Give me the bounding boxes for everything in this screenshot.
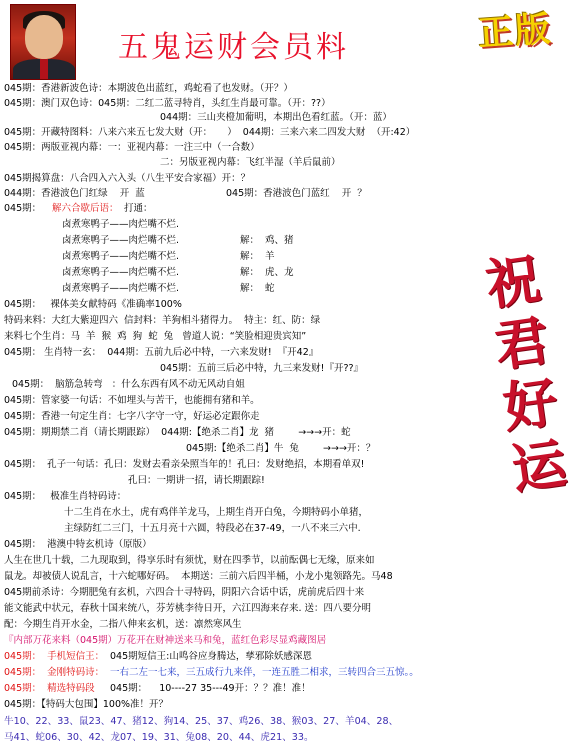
text-line: 044期：香港波色门红绿 开 蓝 xyxy=(4,188,145,199)
text-line: 045期前杀诗：今期肥兔有玄机，六四合十寻特码，阴阳六合话中话，虎前虎后四十来 xyxy=(4,587,365,598)
text-line: 045期：五前三后必中特，九三来发财!『开??』 xyxy=(160,363,364,374)
text-line: 045期：香港一句定生肖：七字八字守一守，好运必定跟你走 xyxy=(4,411,260,422)
text-line: 卤煮寒鸭子——肉烂嘴不烂. xyxy=(62,251,180,262)
text-line: 045期：期期禁二肖（请长期跟踪） 044期:【绝杀二肖】龙 猪 →→→开：蛇 xyxy=(4,427,351,438)
number-list: 牛10、22、33、鼠23、47、猪12、狗14、25、37、鸡26、38、猴03、27、羊04、28、 xyxy=(4,716,399,727)
good-luck-banner: 祝 君 好 运 xyxy=(481,246,571,502)
text-line: 045期： xyxy=(4,203,42,214)
text-line: 十二生肖在水土，虎有鸡伴羊龙马，上期生肖开白兔，今期特码小单猪， xyxy=(64,507,369,518)
text-line: 045期： 极准生肖特码诗： xyxy=(4,491,127,502)
genuine-badge: 正版 xyxy=(476,9,554,55)
page-title: 五鬼运财会员料 xyxy=(118,30,349,65)
text-line: 045期： 孔子一句话：孔曰：发财去看亲朵照当年的！孔曰：发财绝招，本期看单双! xyxy=(4,459,365,470)
text-line: 045期： 精选特码段 xyxy=(4,683,95,694)
text-line: 二：另版亚视内幕：飞红半湿（羊后鼠前） xyxy=(160,157,341,168)
text-line: 卤煮寒鸭子——肉烂嘴不烂. xyxy=(62,219,180,230)
text-line: 045期：两版亚视内幕：一：亚视内幕：一注三中（一合数） xyxy=(4,142,260,153)
number-list: 马41、蛇06、30、42、龙07、19、31、兔08、20、44、虎21、33。 xyxy=(4,732,314,743)
text-line: 解： 蛇 xyxy=(240,283,275,294)
avatar-photo xyxy=(10,4,76,80)
text-line: 045期：澳门双色诗：045期：二红二蓝寻特肖，头红生肖最可靠。（开：??） xyxy=(4,98,331,109)
text-line: 解： 羊 xyxy=(240,251,275,262)
text-line: 人生在世几十载，二九现取到，得享乐时有须忧，财在四季节，以前酝偶七无缘，原来如 xyxy=(4,555,375,566)
text-line: 045期短信王:山鸣谷应身腾达，孳邪除妖感深恩 xyxy=(110,651,312,662)
text-line: 解： 虎、龙 xyxy=(240,267,294,278)
text-line: 卤煮寒鸭子——肉烂嘴不烂. xyxy=(62,235,180,246)
text-line: 045期： 港澳中特玄机诗（原版） xyxy=(4,539,152,550)
text-line: 打通： xyxy=(124,203,153,214)
text-line: 来料七个生肖：马 羊 猴 鸡 狗 蛇 兔 曾道人说：“笑脸相迎贵宾知” xyxy=(4,331,307,342)
text-line: 044期：三山夹橙加葡明，本期出色看红蓝。（开：蓝） xyxy=(160,112,392,123)
text-line: 特码来料：大红大紫迎四六 信封料：羊狗相斗猪得力。 特主：红、防：绿 xyxy=(4,315,321,326)
text-line: 045期： 金刚特码诗： xyxy=(4,667,105,678)
text-line: 045期:【绝杀二肖】牛 兔 →→→开：？ xyxy=(186,443,376,454)
text-line: 配：今期生肖开水金，二指八伸来玄机，送：凛然寒风生 xyxy=(4,619,242,630)
text-line: 045期： 10----27 35---49开：？？准！准！ xyxy=(110,683,311,694)
text-line: 045期： 手机短信王： xyxy=(4,651,105,662)
text-line: 045期：开藏特图料：八来六来五七发大财（开： ） 044期：三来六来二四发大财 （开:42） xyxy=(4,127,416,138)
text-line: 鼠龙。却被债人说乱言，十六蛇哪好码。 本期送：三前六后四半桶，小龙小鬼领路先。马48 xyxy=(4,571,393,582)
text-line: 能文能武中状元，春秋十国来统八，芬芳桃李待日开，六江四海来存来. 送：四八要分明 xyxy=(4,603,372,614)
text-line: 孔曰：一期讲一招，请长期跟踪! xyxy=(128,475,265,486)
text-line: 045期：香港新波色诗：本期波色出蓝红，鸡蛇看了也发财。（开？） xyxy=(4,83,293,94)
text-line: 045期：【特码大包围】100%准！开？ xyxy=(4,699,169,710)
text-line: 045期： 生肖特一玄： 044期：五前九后必中特，一六来发财! 『开42』 xyxy=(4,347,319,358)
text-line: 045期： 裸体美女献特码《准确率100% xyxy=(4,299,182,310)
text-line: 解： 鸡、猪 xyxy=(240,235,294,246)
text-line: 卤煮寒鸭子——肉烂嘴不烂. xyxy=(62,267,180,278)
text-line: 卤煮寒鸭子——肉烂嘴不烂. xyxy=(62,283,180,294)
text-line: 主绿防红二三门，十五月亮十六圆，特段必在37-49，一八不来三六中. xyxy=(64,523,361,534)
text-line: 一右二左一七来，三五成行九来伴，一连五胜二相求，三转四合三五惊。。 xyxy=(110,667,419,678)
text-line: 045期：香港波色门蓝红 开 ？ xyxy=(226,188,367,199)
text-line: 『内部万花来料（045期）万花开在财神送来马和兔，蓝红色彩尽显鸡藏图居 xyxy=(4,635,327,646)
text-line: 045期：管家婆一句话：不如埋头与苦干，也能拥有猪和羊。 xyxy=(4,395,260,406)
text-line: 045期揭算盘：八合四入六入头（八生平安合家福）开：？ xyxy=(4,173,251,184)
text-line: 解六合歇后语： xyxy=(52,203,119,214)
text-line: 045期： 脑筋急转弯 ：什么东西有风不动无风动自姐 xyxy=(12,379,245,390)
